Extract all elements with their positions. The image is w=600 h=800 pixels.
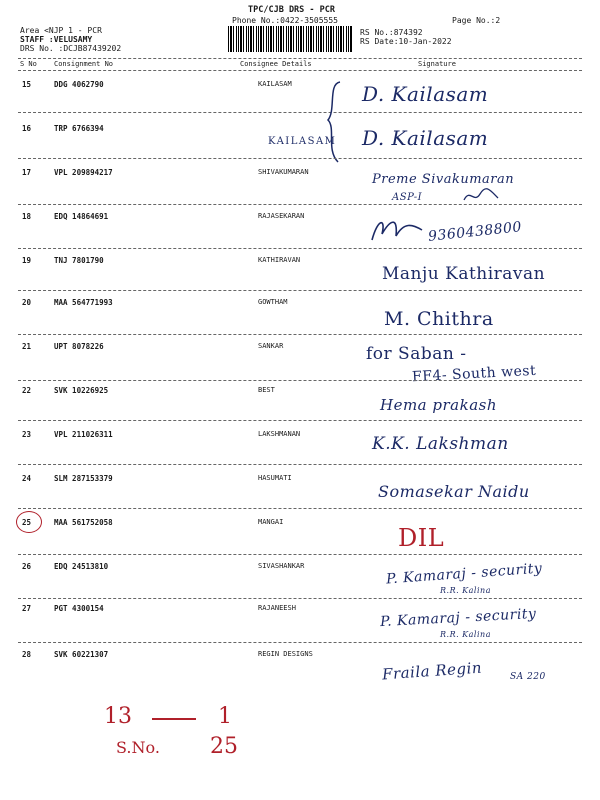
row-signature: P. Kamaraj - security — [385, 560, 543, 588]
column-header-consignee: Consignee Details — [240, 60, 312, 68]
row-consignee: SHIVAKUMARAN — [258, 168, 309, 176]
row-consignment: SVK 60221307 — [54, 650, 109, 659]
row-divider — [18, 508, 582, 509]
rs-number: RS No.:874392 — [360, 28, 423, 37]
row-sno: 24 — [22, 474, 32, 483]
row-divider — [18, 204, 582, 205]
row-sno: 25 — [22, 518, 32, 527]
row-divider — [18, 464, 582, 465]
row-consignee: SIVASHANKAR — [258, 562, 305, 570]
staff-label: STAFF :VELUSAMY — [20, 35, 93, 44]
header-divider-bottom — [18, 70, 582, 71]
row-divider — [18, 334, 582, 335]
barcode — [228, 26, 352, 52]
row-signature-detail: R.R. Kalina — [440, 630, 491, 639]
sno-value-note: 25 — [210, 734, 238, 759]
row-signature: D. Kailasam — [362, 82, 489, 106]
row-consignee: HASUMATI — [258, 474, 292, 482]
row-consignment: MAA 561752058 — [54, 518, 113, 527]
phone-number: Phone No.:0422-3505555 — [232, 16, 338, 25]
row-consignee: RAJANEESH — [258, 604, 296, 612]
row-sno: 23 — [22, 430, 32, 439]
row-divider — [18, 158, 582, 159]
row-consignee: GOWTHAM — [258, 298, 288, 306]
row-consignment: MAA 564771993 — [54, 298, 113, 307]
row-signature-detail: SA 220 — [510, 672, 546, 682]
row-consignment: VPL 211026311 — [54, 430, 113, 439]
page-number: Page No.:2 — [452, 16, 501, 25]
row-divider — [18, 290, 582, 291]
row-signature-detail: FF4- South west — [411, 362, 537, 386]
row-consignment: UPT 8078226 — [54, 342, 104, 351]
column-header-signature: Signature — [418, 60, 456, 68]
row-signature: K.K. Lakshman — [372, 434, 509, 454]
row-consignee: REGIN DESIGNS — [258, 650, 313, 658]
row-sno: 22 — [22, 386, 32, 395]
row-signature: M. Chithra — [384, 308, 494, 330]
row-consignment: VPL 209894217 — [54, 168, 113, 177]
signature-scribble — [368, 214, 428, 244]
area-label: Area <NJP 1 - PCR — [20, 26, 102, 35]
row-divider — [18, 248, 582, 249]
row-signature-detail: R.R. Kalina — [440, 586, 491, 595]
count-left-note: 13 — [104, 704, 132, 729]
row-sno: 18 — [22, 212, 32, 221]
row-sno: 19 — [22, 256, 32, 265]
report-title: TPC/CJB DRS - PCR — [248, 5, 335, 15]
row-sno: 15 — [22, 80, 32, 89]
row-divider — [18, 420, 582, 421]
row-consignee: KATHIRAVAN — [258, 256, 301, 264]
row-sno: 16 — [22, 124, 32, 133]
column-header-sno: S No — [20, 60, 37, 68]
row-divider — [18, 642, 582, 643]
row-sno: 26 — [22, 562, 32, 571]
dash-mark — [152, 718, 196, 720]
row-signature: Hema prakash — [380, 396, 497, 414]
row-sno: 27 — [22, 604, 32, 613]
row-consignment: SLM 287153379 — [54, 474, 113, 483]
row-signature: for Saban - — [366, 344, 467, 364]
row-consignment: PGT 4300154 — [54, 604, 104, 613]
row-consignment: SVK 10226925 — [54, 386, 109, 395]
row-signature: D. Kailasam — [362, 126, 489, 150]
row-sno: 17 — [22, 168, 32, 177]
row-signature: Preme Sivakumaran — [372, 172, 515, 187]
row-consignee-handwritten: KAILASAM — [268, 136, 337, 147]
row-divider — [18, 554, 582, 555]
row-signature-detail: ASP-I — [392, 192, 423, 203]
row-consignee: KAILASAM — [258, 80, 292, 88]
header-divider-top — [18, 58, 582, 59]
row-signature: Fraila Regin — [381, 658, 483, 684]
brace-mark — [322, 80, 352, 164]
row-consignment: EDQ 24513810 — [54, 562, 109, 571]
column-header-consignment: Consignment No — [54, 60, 114, 68]
row-signature: DIL — [398, 524, 445, 552]
row-signature: Manju Kathiravan — [382, 264, 546, 284]
initials-scribble — [462, 186, 502, 206]
row-divider — [18, 112, 582, 113]
row-sno: 21 — [22, 342, 32, 351]
row-signature: 9360438800 — [427, 219, 523, 245]
row-signature: Somasekar Naidu — [378, 482, 530, 501]
sno-label-note: S.No. — [116, 738, 160, 757]
rs-date: RS Date:10-Jan-2022 — [360, 37, 452, 46]
row-divider — [18, 598, 582, 599]
row-consignee: RAJASEKARAN — [258, 212, 305, 220]
count-right-note: 1 — [218, 704, 232, 729]
row-consignment: TRP 6766394 — [54, 124, 104, 133]
row-consignment: TNJ 7801790 — [54, 256, 104, 265]
row-consignment: EDQ 14864691 — [54, 212, 109, 221]
row-consignment: DDG 4062790 — [54, 80, 104, 89]
row-sno: 20 — [22, 298, 32, 307]
row-consignee: SANKAR — [258, 342, 284, 350]
row-consignee: LAKSHMANAN — [258, 430, 301, 438]
row-signature: P. Kamaraj - security — [379, 605, 537, 631]
row-divider — [18, 380, 582, 381]
drs-number: DRS No. :DCJB87439202 — [20, 44, 122, 53]
row-consignee: MANGAI — [258, 518, 284, 526]
row-sno: 28 — [22, 650, 32, 659]
row-consignee: BEST — [258, 386, 275, 394]
